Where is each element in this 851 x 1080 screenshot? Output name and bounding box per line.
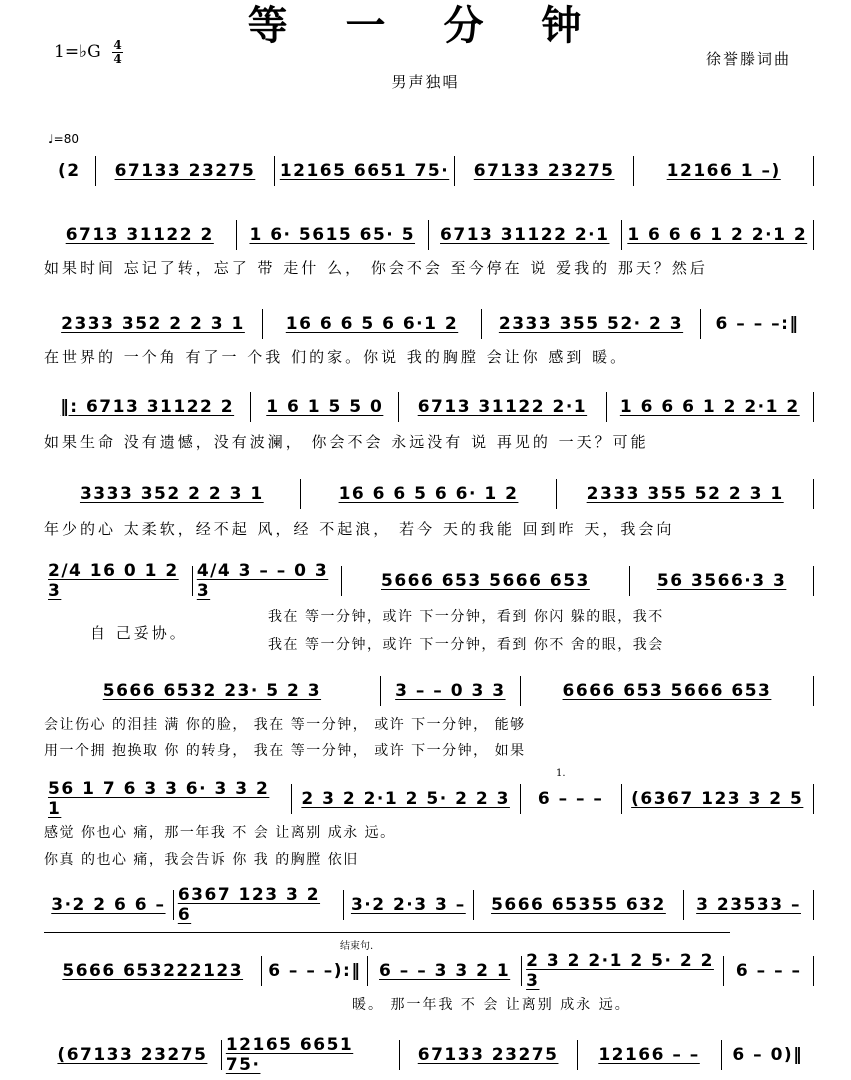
measure: 3 23533 –: [696, 895, 801, 915]
measure: 2333 352 2 2 3 1: [61, 314, 245, 334]
measure: 3·2 2·3 3 –: [350, 895, 466, 915]
measure: 12166 1 –): [666, 161, 781, 181]
lyric-line: 在世界的 一个角 有了一 个我 们的家。你说 我的胸膛 会让你 感到 暖。: [44, 348, 629, 366]
lyric-line: 如果生命 没有遗憾，没有波澜， 你会不会 永远没有 说 再见的 一天？可能: [44, 433, 649, 451]
measure: 67133 23275: [114, 161, 256, 181]
ending-label: 结束句.: [340, 941, 374, 952]
measure: 6 – – –: [735, 961, 802, 981]
score-line-6: [44, 561, 814, 601]
key-label: 1=♭G: [54, 42, 101, 62]
measure: 56 3566·3 3: [656, 571, 787, 591]
measure: 1 6· 5615 65· 5: [249, 225, 416, 245]
measure: ‖: 6713 31122 2: [60, 397, 235, 417]
measure: 3 – – 0 3 3: [395, 681, 506, 701]
score-line-5: [44, 479, 814, 509]
verse-1-lyric: 我在 等一分钟，或许 下一分钟，看到 你闪 躲的眼，我不: [268, 609, 664, 625]
score-line-8: [44, 779, 814, 819]
time-bottom: 4: [113, 52, 122, 66]
measure: 2333 355 52· 2 3: [498, 314, 684, 334]
measure: 12165 6651 75·: [225, 1035, 354, 1075]
measure: 67133 23275: [473, 161, 615, 181]
measure: 67133 23275: [417, 1045, 559, 1065]
lyric-line: 自 己妥协。: [90, 624, 188, 642]
measure: 1 6 6 6 1 2 2·1 2: [627, 225, 808, 245]
measure: 6367 123 3 2 6: [177, 885, 321, 925]
lyric-line: 年少的心 太柔软，经不起 风，经 不起浪， 若今 天的我能 回到昨 天，我会向: [44, 520, 675, 538]
measure: 1 6 6 6 1 2 2·1 2: [619, 397, 800, 417]
measure: 2 3 2 2·1 2 5· 2 2 3: [301, 789, 510, 809]
score-line-10: [44, 951, 814, 991]
measure: 4/4 3 – – 0 3 3: [196, 561, 329, 601]
measure: 6666 653 5666 653: [562, 681, 772, 701]
volta-label: 1.: [556, 768, 566, 779]
measure: 5666 65355 632: [491, 895, 666, 915]
measure: 6713 31122 2·1: [417, 397, 588, 417]
score-line-11: [44, 1035, 814, 1075]
time-top: 4: [113, 38, 122, 52]
measure: 5666 653 5666 653: [381, 571, 590, 591]
lyric-line: 用一个拥 抱换取 你 的转身， 我在 等一分钟， 或许 下一分钟， 如果: [44, 743, 526, 759]
measure: 2/4 16 0 1 2 3: [48, 561, 179, 601]
lyric-line: 如果时间 忘记了转，忘了 带 走什 么， 你会不会 至今停在 说 爱我的 那天？然后: [44, 259, 708, 277]
score-line-9: [44, 885, 814, 925]
measure: 6 – – –:‖: [715, 314, 800, 334]
measure: (6367 123 3 2 5: [631, 789, 804, 809]
verse-2-lyric: 我在 等一分钟，或许 下一分钟，看到 你不 舍的眼，我会: [268, 637, 664, 653]
measure: 56 1 7 6 3 3 6· 3 3 2 1: [48, 779, 270, 819]
measure: 2 3 2 2·1 2 5· 2 2 3: [526, 951, 714, 991]
measure: 6 – – –: [537, 789, 604, 809]
lyric-line: 暖。 那一年我 不 会 让离别 成永 远。: [352, 997, 631, 1013]
song-title: 等 一 分 钟: [247, 2, 604, 49]
measure: (2: [58, 161, 81, 181]
measure: 6713 31122 2·1: [440, 225, 610, 245]
ending-bracket: [44, 932, 730, 933]
measure: 5666 6532 23· 5 2 3: [102, 681, 322, 701]
measure: 2333 355 52 2 3 1: [586, 484, 784, 504]
measure: 16 6 6 5 6 6· 1 2: [338, 484, 519, 504]
score-line-3: [44, 309, 814, 339]
lyric-line: 你真 的也心 痛，我会告诉 你 我 的胸膛 依旧: [44, 852, 359, 868]
measure: 3·2 2 6 6 –: [51, 895, 166, 915]
measure: 1 6 1 5 5 0: [266, 397, 384, 417]
score-line-7: [44, 676, 814, 706]
score-line-4: [44, 392, 814, 422]
measure: 6 – – 3 3 2 1: [379, 961, 511, 981]
time-signature: [112, 40, 123, 65]
lyric-line: 感觉 你也心 痛，那一年我 不 会 让离别 成永 远。: [44, 825, 396, 841]
composer-credit: 徐誉滕词曲: [705, 50, 791, 68]
measure: 6 – 0)‖: [732, 1045, 804, 1065]
performance-subtitle: 男声独唱: [391, 73, 460, 91]
measure: 12165 6651 75·: [279, 161, 450, 181]
measure: 6 – – –):‖: [268, 961, 362, 981]
key-signature: [54, 40, 123, 65]
measure: 16 6 6 5 6 6·1 2: [285, 314, 459, 334]
score-line-1: [44, 156, 814, 186]
score-line-2: [44, 220, 814, 250]
measure: (67133 23275: [57, 1045, 208, 1065]
measure: 3333 352 2 2 3 1: [79, 484, 264, 504]
tempo-marking: ♩=80: [48, 132, 79, 146]
lyric-line: 会让伤心 的泪挂 满 你的脸， 我在 等一分钟， 或许 下一分钟， 能够: [44, 717, 526, 733]
measure: 6713 31122 2: [65, 225, 214, 245]
measure: 12166 – –: [598, 1045, 700, 1065]
measure: 5666 653222123: [62, 961, 244, 981]
